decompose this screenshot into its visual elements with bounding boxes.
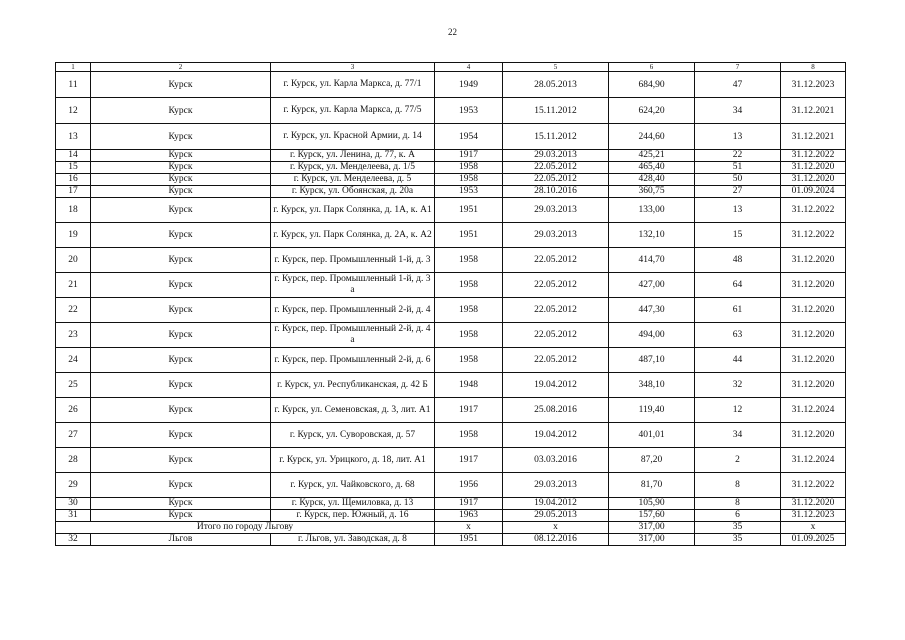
count-cell: 8 [695, 473, 781, 498]
deadline-cell: 31.12.2020 [781, 298, 846, 323]
deadline-cell: 31.12.2020 [781, 248, 846, 273]
year-cell: 1958 [435, 273, 503, 298]
total-date: х [503, 522, 609, 534]
deadline-cell: 31.12.2022 [781, 150, 846, 162]
address-cell: г. Курск, ул. Чайковского, д. 68 [271, 473, 435, 498]
year-cell: 1958 [435, 423, 503, 448]
city-cell: Курск [91, 198, 271, 223]
table-row [56, 323, 846, 348]
table-row [56, 150, 846, 162]
address-cell: г. Курск, ул. Менделеева, д. 5 [271, 174, 435, 186]
column-number: 8 [781, 63, 846, 72]
deadline-cell: 31.12.2020 [781, 498, 846, 510]
area-cell: 119,40 [609, 398, 695, 423]
deadline-cell: 01.09.2024 [781, 186, 846, 198]
year-cell: 1917 [435, 498, 503, 510]
year-cell: 1954 [435, 124, 503, 150]
row-number: 28 [56, 448, 91, 473]
area-cell: 348,10 [609, 373, 695, 398]
city-cell: Курск [91, 162, 271, 174]
area-cell: 81,70 [609, 473, 695, 498]
count-cell: 2 [695, 448, 781, 473]
year-cell: 1963 [435, 510, 503, 522]
column-number: 2 [91, 63, 271, 72]
count-cell: 13 [695, 198, 781, 223]
count-cell: 35 [695, 534, 781, 546]
address-cell: г. Курск, пер. Промышленный 1-й, д. 3 а [271, 273, 435, 298]
address-cell: г. Курск, ул. Урицкого, д. 18, лит. А1 [271, 448, 435, 473]
total-area: 317,00 [609, 522, 695, 534]
city-cell: Курск [91, 398, 271, 423]
city-cell: Курск [91, 298, 271, 323]
deadline-cell: 31.12.2020 [781, 162, 846, 174]
address-cell: г. Курск, ул. Ленина, д. 77, к. А [271, 150, 435, 162]
table-row [56, 273, 846, 298]
deadline-cell: 31.12.2023 [781, 510, 846, 522]
count-cell: 12 [695, 398, 781, 423]
address-cell: г. Курск, ул. Красной Армии, д. 14 [271, 124, 435, 150]
deadline-cell: 01.09.2025 [781, 534, 846, 546]
table-row [56, 124, 846, 150]
column-number: 4 [435, 63, 503, 72]
year-cell: 1948 [435, 373, 503, 398]
table-row [56, 448, 846, 473]
address-cell: г. Курск, ул. Карла Маркса, д. 77/1 [271, 72, 435, 98]
deadline-cell: 31.12.2024 [781, 398, 846, 423]
deadline-cell: 31.12.2021 [781, 98, 846, 124]
address-cell: г. Курск, ул. Парк Солянка, д. 2А, к. А2 [271, 223, 435, 248]
deadline-cell: 31.12.2020 [781, 273, 846, 298]
row-number: 32 [56, 534, 91, 546]
city-cell: Курск [91, 98, 271, 124]
count-cell: 51 [695, 162, 781, 174]
deadline-cell: 31.12.2021 [781, 124, 846, 150]
address-cell: г. Курск, пер. Южный, д. 16 [271, 510, 435, 522]
address-cell: г. Курск, ул. Суворовская, д. 57 [271, 423, 435, 448]
address-cell: г. Курск, ул. Щемиловка, д. 13 [271, 498, 435, 510]
year-cell: 1917 [435, 398, 503, 423]
date-cell: 22.05.2012 [503, 248, 609, 273]
year-cell: 1958 [435, 162, 503, 174]
address-cell: г. Курск, ул. Республиканская, д. 42 Б [271, 373, 435, 398]
date-cell: 22.05.2012 [503, 348, 609, 373]
city-cell: Курск [91, 150, 271, 162]
date-cell: 22.05.2012 [503, 298, 609, 323]
date-cell: 25.08.2016 [503, 398, 609, 423]
address-cell: г. Курск, пер. Промышленный 2-й, д. 4 а [271, 323, 435, 348]
year-cell: 1951 [435, 198, 503, 223]
total-deadline: х [781, 522, 846, 534]
area-cell: 427,00 [609, 273, 695, 298]
year-cell: 1917 [435, 448, 503, 473]
row-number: 15 [56, 162, 91, 174]
row-number: 14 [56, 150, 91, 162]
deadline-cell: 31.12.2022 [781, 198, 846, 223]
total-year: х [435, 522, 503, 534]
table-row [56, 223, 846, 248]
year-cell: 1958 [435, 174, 503, 186]
count-cell: 22 [695, 150, 781, 162]
deadline-cell: 31.12.2020 [781, 373, 846, 398]
count-cell: 61 [695, 298, 781, 323]
city-cell: Курск [91, 373, 271, 398]
date-cell: 19.04.2012 [503, 498, 609, 510]
area-cell: 465,40 [609, 162, 695, 174]
row-number: 30 [56, 498, 91, 510]
row-number: 27 [56, 423, 91, 448]
row-number: 12 [56, 98, 91, 124]
column-number: 7 [695, 63, 781, 72]
count-cell: 64 [695, 273, 781, 298]
column-number: 6 [609, 63, 695, 72]
date-cell: 03.03.2016 [503, 448, 609, 473]
deadline-cell: 31.12.2023 [781, 72, 846, 98]
column-number: 5 [503, 63, 609, 72]
table-row [56, 534, 846, 546]
year-cell: 1917 [435, 150, 503, 162]
row-number: 20 [56, 248, 91, 273]
date-cell: 29.03.2013 [503, 473, 609, 498]
year-cell: 1951 [435, 223, 503, 248]
area-cell: 447,30 [609, 298, 695, 323]
address-cell: г. Курск, ул. Карла Маркса, д. 77/5 [271, 98, 435, 124]
row-number: 25 [56, 373, 91, 398]
year-cell: 1949 [435, 72, 503, 98]
date-cell: 22.05.2012 [503, 162, 609, 174]
city-cell: Курск [91, 510, 271, 522]
address-cell: г. Курск, пер. Промышленный 2-й, д. 4 [271, 298, 435, 323]
area-cell: 401,01 [609, 423, 695, 448]
date-cell: 08.12.2016 [503, 534, 609, 546]
table-row [56, 98, 846, 124]
year-cell: 1953 [435, 186, 503, 198]
city-cell: Курск [91, 72, 271, 98]
row-number: 22 [56, 298, 91, 323]
column-number: 1 [56, 63, 91, 72]
city-cell: Курск [91, 174, 271, 186]
count-cell: 13 [695, 124, 781, 150]
date-cell: 29.03.2013 [503, 198, 609, 223]
year-cell: 1958 [435, 348, 503, 373]
city-cell: Курск [91, 273, 271, 298]
area-cell: 157,60 [609, 510, 695, 522]
year-cell: 1951 [435, 534, 503, 546]
area-cell: 487,10 [609, 348, 695, 373]
deadline-cell: 31.12.2024 [781, 448, 846, 473]
city-cell: Льгов [91, 534, 271, 546]
deadline-cell: 31.12.2020 [781, 423, 846, 448]
count-cell: 34 [695, 423, 781, 448]
table-row [56, 72, 846, 98]
table-row [56, 174, 846, 186]
count-cell: 32 [695, 373, 781, 398]
area-cell: 105,90 [609, 498, 695, 510]
year-cell: 1958 [435, 323, 503, 348]
area-cell: 425,21 [609, 150, 695, 162]
city-cell: Курск [91, 473, 271, 498]
area-cell: 244,60 [609, 124, 695, 150]
address-cell: г. Курск, пер. Промышленный 1-й, д. 3 [271, 248, 435, 273]
year-cell: 1956 [435, 473, 503, 498]
row-number: 31 [56, 510, 91, 522]
row-number: 26 [56, 398, 91, 423]
date-cell: 29.05.2013 [503, 510, 609, 522]
date-cell: 28.05.2013 [503, 72, 609, 98]
row-number: 21 [56, 273, 91, 298]
date-cell: 15.11.2012 [503, 98, 609, 124]
address-cell: г. Курск, ул. Менделеева, д. 1/5 [271, 162, 435, 174]
table-row [56, 373, 846, 398]
city-cell: Курск [91, 186, 271, 198]
area-cell: 684,90 [609, 72, 695, 98]
row-number: 13 [56, 124, 91, 150]
deadline-cell: 31.12.2020 [781, 348, 846, 373]
table-row [56, 348, 846, 373]
column-number-row [56, 63, 846, 72]
date-cell: 22.05.2012 [503, 174, 609, 186]
table-row [56, 423, 846, 448]
date-cell: 19.04.2012 [503, 373, 609, 398]
row-number: 17 [56, 186, 91, 198]
table-row [56, 510, 846, 522]
deadline-cell: 31.12.2020 [781, 323, 846, 348]
city-cell: Курск [91, 448, 271, 473]
column-number: 3 [271, 63, 435, 72]
total-count: 35 [695, 522, 781, 534]
area-cell: 133,00 [609, 198, 695, 223]
city-cell: Курск [91, 223, 271, 248]
row-number: 19 [56, 223, 91, 248]
date-cell: 19.04.2012 [503, 423, 609, 448]
address-cell: г. Льгов, ул. Заводская, д. 8 [271, 534, 435, 546]
deadline-cell: 31.12.2022 [781, 473, 846, 498]
address-cell: г. Курск, ул. Обоянская, д. 20а [271, 186, 435, 198]
area-cell: 494,00 [609, 323, 695, 348]
city-cell: Курск [91, 124, 271, 150]
count-cell: 63 [695, 323, 781, 348]
table-row [56, 473, 846, 498]
date-cell: 22.05.2012 [503, 323, 609, 348]
deadline-cell: 31.12.2022 [781, 223, 846, 248]
year-cell: 1953 [435, 98, 503, 124]
area-cell: 87,20 [609, 448, 695, 473]
table-row [56, 498, 846, 510]
date-cell: 29.03.2013 [503, 150, 609, 162]
date-cell: 15.11.2012 [503, 124, 609, 150]
city-cell: Курск [91, 248, 271, 273]
deadline-cell: 31.12.2020 [781, 174, 846, 186]
area-cell: 132,10 [609, 223, 695, 248]
count-cell: 47 [695, 72, 781, 98]
count-cell: 6 [695, 510, 781, 522]
address-cell: г. Курск, ул. Парк Солянка, д. 1А, к. А1 [271, 198, 435, 223]
table-row [56, 248, 846, 273]
table-row [56, 162, 846, 174]
table-row [56, 398, 846, 423]
table-row [56, 198, 846, 223]
count-cell: 15 [695, 223, 781, 248]
row-number: 16 [56, 174, 91, 186]
area-cell: 428,40 [609, 174, 695, 186]
city-cell: Курск [91, 423, 271, 448]
city-cell: Курск [91, 348, 271, 373]
year-cell: 1958 [435, 248, 503, 273]
date-cell: 28.10.2016 [503, 186, 609, 198]
area-cell: 317,00 [609, 534, 695, 546]
row-number: 24 [56, 348, 91, 373]
housing-register-table [55, 62, 846, 546]
row-number: 18 [56, 198, 91, 223]
city-cell: Курск [91, 498, 271, 510]
address-cell: г. Курск, пер. Промышленный 2-й, д. 6 [271, 348, 435, 373]
row-number: 23 [56, 323, 91, 348]
address-cell: г. Курск, ул. Семеновская, д. 3, лит. А1 [271, 398, 435, 423]
page-number: 22 [448, 27, 457, 37]
count-cell: 44 [695, 348, 781, 373]
date-cell: 22.05.2012 [503, 273, 609, 298]
row-number: 11 [56, 72, 91, 98]
total-label: Итого по городу Льгову [56, 522, 435, 534]
total-row [56, 522, 846, 534]
count-cell: 8 [695, 498, 781, 510]
count-cell: 48 [695, 248, 781, 273]
area-cell: 414,70 [609, 248, 695, 273]
row-number: 29 [56, 473, 91, 498]
area-cell: 360,75 [609, 186, 695, 198]
table-row [56, 298, 846, 323]
count-cell: 27 [695, 186, 781, 198]
date-cell: 29.03.2013 [503, 223, 609, 248]
city-cell: Курск [91, 323, 271, 348]
year-cell: 1958 [435, 298, 503, 323]
area-cell: 624,20 [609, 98, 695, 124]
table-row [56, 186, 846, 198]
count-cell: 34 [695, 98, 781, 124]
count-cell: 50 [695, 174, 781, 186]
